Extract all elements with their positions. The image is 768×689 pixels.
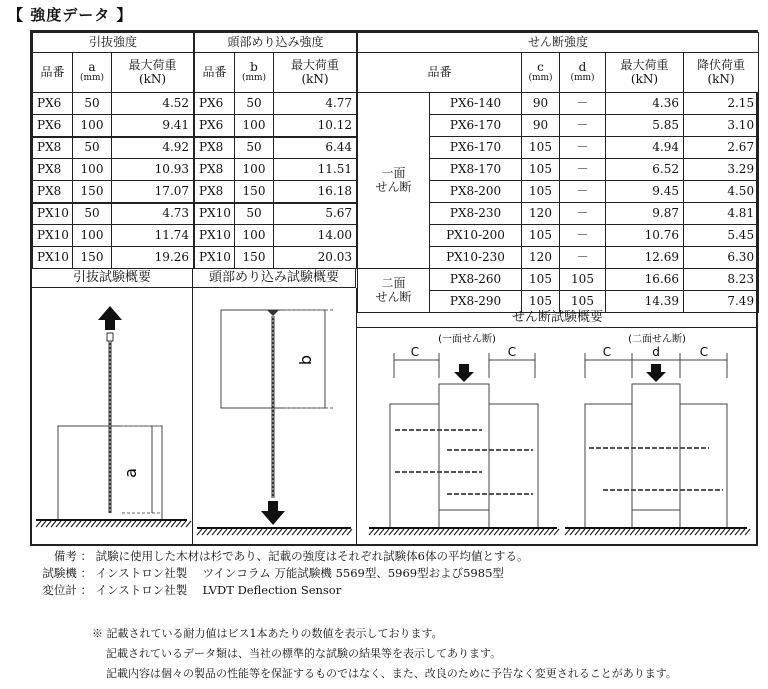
max-load-cell: 14.00 xyxy=(274,225,357,247)
c-cell: 105 xyxy=(522,225,560,247)
machine-label: 試験機 ： xyxy=(42,566,92,580)
table-row xyxy=(33,225,194,247)
remark-text: 試験に使用した木材は杉であり、記載の強度はそれぞれ試験体6体の平均値とする。 xyxy=(95,549,529,563)
max-load-cell: 4.36 xyxy=(606,93,684,115)
label-b: b xyxy=(296,354,315,366)
part-cell: PX6-170 xyxy=(430,115,522,137)
d-cell: － xyxy=(560,159,606,181)
col-c: c (mm) xyxy=(522,53,560,93)
table-row xyxy=(33,137,194,159)
double-shear-group-label: 二面 せん断 xyxy=(358,269,430,313)
length-cell: 100 xyxy=(73,159,112,181)
length-cell: 150 xyxy=(73,181,112,203)
part-cell: PX6 xyxy=(33,115,73,137)
c-cell: 90 xyxy=(522,93,560,115)
arrow-up-icon xyxy=(98,306,122,330)
table-row xyxy=(33,181,194,203)
max-load-cell: 9.41 xyxy=(112,115,194,137)
max-load-cell: 5.67 xyxy=(274,203,357,225)
yield-load-cell: 4.50 xyxy=(684,181,759,203)
d-cell: － xyxy=(560,93,606,115)
table-row xyxy=(195,115,357,137)
d-cell: － xyxy=(560,203,606,225)
d-cell: － xyxy=(560,181,606,203)
part-cell: PX8 xyxy=(33,181,73,203)
sensor-label: 変位計 ： xyxy=(42,583,92,597)
label-c-right: C xyxy=(507,345,517,359)
c-cell: 105 xyxy=(522,137,560,159)
part-cell: PX8 xyxy=(33,137,73,159)
d-cell: 105 xyxy=(560,291,606,313)
table-row xyxy=(195,247,357,269)
c-cell: 120 xyxy=(522,247,560,269)
max-load-cell: 10.93 xyxy=(112,159,194,181)
part-cell: PX10-200 xyxy=(430,225,522,247)
footnote-3: 記載内容は個々の製品の性能等を保証するものではなく、また、改良のために予告なく変更されることがあります。 xyxy=(106,667,677,680)
part-cell: PX10-230 xyxy=(430,247,522,269)
single-shear-group-label: 一面 せん断 xyxy=(358,93,430,269)
yield-load-cell: 5.45 xyxy=(684,225,759,247)
remark-label: 備考 ： xyxy=(53,549,92,563)
col-max-load: 最大荷重 (kN) xyxy=(606,53,684,93)
shear-test-header: せん断試験概要 xyxy=(357,308,758,328)
label-c-left: C xyxy=(410,345,420,359)
d-cell: － xyxy=(560,247,606,269)
max-load-cell: 16.18 xyxy=(274,181,357,203)
table-row xyxy=(33,93,194,115)
yield-load-cell: 4.81 xyxy=(684,203,759,225)
length-cell: 150 xyxy=(235,247,274,269)
d-cell: 105 xyxy=(560,269,606,291)
max-load-cell: 10.12 xyxy=(274,115,357,137)
table-row xyxy=(195,159,357,181)
part-cell: PX6 xyxy=(33,93,73,115)
part-cell: PX8-230 xyxy=(430,203,522,225)
part-cell: PX10 xyxy=(195,225,235,247)
table-row xyxy=(33,247,194,269)
col-b: b (mm) xyxy=(235,53,274,93)
col-a: a (mm) xyxy=(73,53,112,93)
label-d: d xyxy=(652,345,660,359)
arrow-down-icon xyxy=(646,364,666,382)
col-part: 品番 xyxy=(33,53,73,93)
d-cell: － xyxy=(560,115,606,137)
label-a: a xyxy=(121,468,140,478)
c-cell: 105 xyxy=(522,269,560,291)
strength-data-frame xyxy=(30,30,758,546)
label-c-right: C xyxy=(699,345,709,359)
table-row xyxy=(33,115,194,137)
part-cell: PX8-290 xyxy=(430,291,522,313)
length-cell: 100 xyxy=(235,159,274,181)
max-load-cell: 9.87 xyxy=(606,203,684,225)
col-max-load: 最大荷重 (kN) xyxy=(112,53,194,93)
headpull-diagram xyxy=(193,288,357,546)
part-cell: PX6-140 xyxy=(430,93,522,115)
col-yield-load: 降伏荷重 (kN) xyxy=(684,53,759,93)
max-load-cell: 17.07 xyxy=(112,181,194,203)
max-load-cell: 4.94 xyxy=(606,137,684,159)
col-part: 品番 xyxy=(358,53,522,93)
footnote-2: 記載されているデータ類は、当社の標準的な試験の結果等を表示してあります。 xyxy=(106,647,502,660)
max-load-cell: 9.45 xyxy=(606,181,684,203)
yield-load-cell: 2.15 xyxy=(684,93,759,115)
max-load-cell: 19.26 xyxy=(112,247,194,269)
part-cell: PX8 xyxy=(33,159,73,181)
length-cell: 50 xyxy=(235,93,274,115)
part-cell: PX10 xyxy=(195,247,235,269)
headpull-test-header: 頭部めり込み試験概要 xyxy=(193,268,356,288)
table-row xyxy=(33,159,194,181)
part-cell: PX8 xyxy=(195,181,235,203)
c-cell: 120 xyxy=(522,203,560,225)
pullout-table xyxy=(32,32,194,269)
max-load-cell: 4.77 xyxy=(274,93,357,115)
part-cell: PX10 xyxy=(195,203,235,225)
length-cell: 50 xyxy=(73,203,112,225)
notes-block xyxy=(34,548,528,599)
part-cell: PX8 xyxy=(195,137,235,159)
length-cell: 50 xyxy=(73,93,112,115)
part-cell: PX6 xyxy=(195,115,235,137)
part-cell: PX6 xyxy=(195,93,235,115)
sensor-text: インストロン社製 LVDT Deflection Sensor xyxy=(95,583,342,597)
double-shear-caption: (二面せん断) xyxy=(628,334,686,345)
max-load-cell: 4.52 xyxy=(112,93,194,115)
part-cell: PX8-260 xyxy=(430,269,522,291)
length-cell: 100 xyxy=(235,225,274,247)
shear-table xyxy=(357,32,759,313)
max-load-cell: 14.39 xyxy=(606,291,684,313)
headpull-table xyxy=(194,32,357,269)
pullout-diagram xyxy=(32,288,193,546)
label-c-left: C xyxy=(602,345,612,359)
max-load-cell: 6.52 xyxy=(606,159,684,181)
part-cell: PX10 xyxy=(33,225,73,247)
page-title: 【 強度データ 】 xyxy=(8,6,133,24)
yield-load-cell: 2.67 xyxy=(684,137,759,159)
d-cell: － xyxy=(560,225,606,247)
max-load-cell: 12.69 xyxy=(606,247,684,269)
part-cell: PX10 xyxy=(33,203,73,225)
table-row xyxy=(358,93,759,115)
yield-load-cell: 7.49 xyxy=(684,291,759,313)
part-cell: PX8 xyxy=(195,159,235,181)
yield-load-cell: 3.29 xyxy=(684,159,759,181)
table-row xyxy=(195,203,357,225)
pullout-header: 引抜強度 xyxy=(33,33,194,53)
table-row xyxy=(33,203,194,225)
col-max-load: 最大荷重 (kN) xyxy=(274,53,357,93)
table-row xyxy=(195,137,357,159)
max-load-cell: 4.73 xyxy=(112,203,194,225)
c-cell: 105 xyxy=(522,181,560,203)
length-cell: 100 xyxy=(73,225,112,247)
part-cell: PX6-170 xyxy=(430,137,522,159)
max-load-cell: 16.66 xyxy=(606,269,684,291)
length-cell: 100 xyxy=(235,115,274,137)
c-cell: 90 xyxy=(522,115,560,137)
table-row xyxy=(195,93,357,115)
col-part: 品番 xyxy=(195,53,235,93)
footnote-1: ※ 記載されている耐力値はビス1本あたりの数値を表示しております。 xyxy=(92,627,443,640)
table-row xyxy=(195,181,357,203)
part-cell: PX10 xyxy=(33,247,73,269)
max-load-cell: 6.44 xyxy=(274,137,357,159)
length-cell: 50 xyxy=(235,137,274,159)
col-d: d (mm) xyxy=(560,53,606,93)
yield-load-cell: 3.10 xyxy=(684,115,759,137)
arrow-down-icon xyxy=(454,364,474,382)
shear-diagram xyxy=(357,328,758,546)
table-row xyxy=(195,225,357,247)
max-load-cell: 11.74 xyxy=(112,225,194,247)
length-cell: 100 xyxy=(73,115,112,137)
arrow-down-icon xyxy=(261,501,285,525)
headpull-header: 頭部めり込み強度 xyxy=(195,33,357,53)
max-load-cell: 11.51 xyxy=(274,159,357,181)
length-cell: 150 xyxy=(235,181,274,203)
table-row xyxy=(358,269,759,291)
length-cell: 150 xyxy=(73,247,112,269)
max-load-cell: 4.92 xyxy=(112,137,194,159)
yield-load-cell: 8.23 xyxy=(684,269,759,291)
length-cell: 50 xyxy=(73,137,112,159)
shear-header: せん断強度 xyxy=(358,33,759,53)
d-cell: － xyxy=(560,137,606,159)
max-load-cell: 20.03 xyxy=(274,247,357,269)
max-load-cell: 10.76 xyxy=(606,225,684,247)
max-load-cell: 5.85 xyxy=(606,115,684,137)
c-cell: 105 xyxy=(522,291,560,313)
single-shear-caption: (一面せん断) xyxy=(438,334,496,345)
pullout-test-header: 引抜試験概要 xyxy=(32,268,193,288)
machine-text: インストロン社製 ツインコラム 万能試験機 5569型、5969型および5985型 xyxy=(95,566,504,580)
length-cell: 50 xyxy=(235,203,274,225)
yield-load-cell: 6.30 xyxy=(684,247,759,269)
footnotes-block xyxy=(92,624,677,684)
part-cell: PX8-170 xyxy=(430,159,522,181)
part-cell: PX8-200 xyxy=(430,181,522,203)
c-cell: 105 xyxy=(522,159,560,181)
